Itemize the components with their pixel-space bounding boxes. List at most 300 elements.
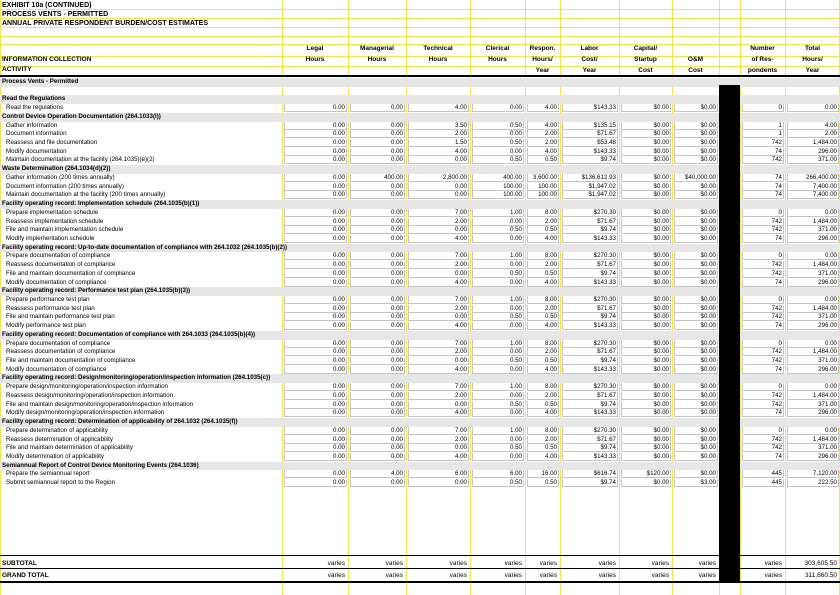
value-cell: 0.00 (332, 426, 345, 434)
value-cell: 0.50 (509, 226, 522, 234)
value-cell: $0.00 (700, 217, 716, 225)
value-cell: 0.00 (332, 357, 345, 365)
value-cell: 0.00 (390, 130, 403, 138)
value-cell: $71.67 (597, 261, 616, 269)
value-cell: $0.00 (700, 322, 716, 330)
section-header-row (0, 200, 840, 209)
activity-label: Document information (6, 130, 67, 138)
total-value: varies (598, 560, 616, 567)
activity-label: Modify implementation schedule (6, 234, 95, 242)
total-value: varies (504, 572, 522, 579)
value-cell: $270.30 (593, 383, 616, 391)
value-cell: 0.00 (824, 104, 837, 112)
column-header: Legal (306, 45, 324, 52)
value-cell: 4.00 (454, 452, 467, 460)
value-cell: $0.00 (653, 304, 669, 312)
value-cell: $143.33 (593, 147, 616, 155)
value-cell: 0 (778, 383, 782, 391)
table-row (0, 148, 840, 157)
value-cell: 0.00 (509, 452, 522, 460)
value-cell: 8.00 (544, 426, 557, 434)
value-cell: 0.00 (332, 261, 345, 269)
value-cell: $9.74 (600, 313, 616, 321)
value-cell: $0.00 (700, 313, 716, 321)
value-cell: 1,484.00 (812, 435, 837, 443)
value-cell: 4.00 (544, 104, 557, 112)
value-cell: 742 (771, 391, 782, 399)
table-row (0, 104, 840, 113)
column-header: Startup (634, 56, 657, 63)
value-cell: $0.00 (653, 409, 669, 417)
value-cell: 742 (771, 156, 782, 164)
table-row (0, 279, 840, 288)
value-cell: $0.00 (700, 365, 716, 373)
value-cell: $0.00 (700, 147, 716, 155)
value-cell: 0.50 (544, 269, 557, 277)
value-cell: 266,400.00 (806, 173, 837, 181)
column-header: Cost/ (581, 56, 598, 63)
total-value: varies (764, 572, 782, 579)
value-cell: 742 (771, 444, 782, 452)
value-cell: $0.00 (653, 139, 669, 147)
value-cell: $0.00 (700, 121, 716, 129)
value-cell: $0.00 (653, 313, 669, 321)
value-cell: $136,612.93 (581, 173, 616, 181)
value-cell: $0.00 (700, 444, 716, 452)
value-cell: $0.00 (653, 452, 669, 460)
value-cell: 0.50 (544, 226, 557, 234)
section-title: Facility operating record: Determination of applicability of 264.1032 (264.1035(f)) (2, 418, 238, 426)
value-cell: 1,484.00 (812, 217, 837, 225)
value-cell: 0.00 (454, 191, 467, 199)
activity-label: Reassess and file documentation (6, 139, 98, 147)
value-cell: $120.00 (646, 470, 669, 478)
value-cell: 1.00 (509, 426, 522, 434)
value-cell: 400.00 (384, 173, 403, 181)
value-cell: 0.50 (544, 313, 557, 321)
total-value: varies (385, 560, 403, 567)
value-cell: $0.00 (653, 278, 669, 286)
value-cell: 0.00 (390, 452, 403, 460)
section-title: Semiannual Report of Control Device Monitoring Events (264.1036) (2, 461, 199, 469)
value-cell: $143.33 (593, 234, 616, 242)
value-cell: $135.15 (593, 121, 616, 129)
table-row (0, 252, 840, 261)
value-cell: 0.00 (824, 383, 837, 391)
section-title: Facility operating record: Design/monitoring/operation/inspection information (264.1035(c)) (2, 374, 271, 382)
value-cell: 0.00 (390, 304, 403, 312)
value-cell: 0.00 (332, 322, 345, 330)
value-cell: 0.00 (509, 147, 522, 155)
value-cell: 296.00 (818, 278, 837, 286)
value-cell: 742 (771, 226, 782, 234)
value-cell: $0.00 (653, 130, 669, 138)
table-row (0, 357, 840, 366)
value-cell: 4.00 (454, 147, 467, 155)
value-cell: 2.00 (544, 130, 557, 138)
column-header: Clerical (485, 45, 510, 52)
value-cell: 0.00 (390, 182, 403, 190)
value-cell: 16.00 (541, 470, 557, 478)
value-cell: 742 (771, 348, 782, 356)
value-cell: 2.00 (454, 435, 467, 443)
value-cell: 0.00 (390, 191, 403, 199)
value-cell: $0.00 (653, 322, 669, 330)
value-cell: $0.00 (653, 252, 669, 260)
value-cell: 0.00 (824, 208, 837, 216)
value-cell: 2.00 (454, 261, 467, 269)
value-cell: 0.00 (509, 348, 522, 356)
total-value: varies (449, 560, 467, 567)
value-cell: 2.00 (454, 217, 467, 225)
value-cell: 0.00 (454, 400, 467, 408)
value-cell: 1.50 (454, 139, 467, 147)
value-cell: 0.00 (824, 426, 837, 434)
value-cell: $0.00 (653, 348, 669, 356)
activity-label: Reassess documentation of compliance (6, 348, 116, 356)
value-cell: 0.50 (509, 121, 522, 129)
table-row (0, 366, 840, 375)
column-header: Managerial (360, 45, 394, 52)
value-cell: 0.00 (390, 339, 403, 347)
value-cell: 7,120.00 (812, 470, 837, 478)
value-cell: 4.00 (544, 409, 557, 417)
value-cell: 296.00 (818, 234, 837, 242)
activity-label: Prepare design/monitoring/operation/inspection information (6, 383, 169, 391)
table-row (0, 191, 840, 200)
activity-label: Reassess design/monitoring/operation/inspection information (6, 391, 174, 399)
table-row (0, 444, 840, 453)
value-cell: 0.00 (390, 296, 403, 303)
value-cell: 371.00 (818, 156, 837, 164)
value-cell: 4.00 (544, 121, 557, 129)
value-cell: $0.00 (700, 139, 716, 147)
value-cell: $0.00 (653, 339, 669, 347)
value-cell: $0.00 (700, 391, 716, 399)
value-cell: 0.00 (509, 104, 522, 112)
total-value: 303,605.50 (804, 560, 837, 567)
value-cell: $0.00 (700, 435, 716, 443)
totals-rule (0, 555, 840, 556)
header-activity-label: ACTIVITY (2, 66, 32, 73)
value-cell: 0.00 (332, 269, 345, 277)
table-row (0, 340, 840, 349)
value-cell: 7,400.00 (812, 191, 837, 199)
value-cell: $0.00 (653, 444, 669, 452)
value-cell: 742 (771, 269, 782, 277)
value-cell: 0 (778, 296, 782, 303)
value-cell: 0.00 (390, 313, 403, 321)
value-cell: 7.00 (454, 252, 467, 260)
activity-label: Prepare documentation of compliance (6, 252, 111, 260)
value-cell: 0.50 (509, 269, 522, 277)
value-cell: 0.00 (332, 479, 345, 487)
value-cell: 0.00 (390, 156, 403, 164)
value-cell: $270.30 (593, 296, 616, 303)
grid-hline (0, 27, 840, 28)
value-cell: 0 (778, 426, 782, 434)
value-cell: $9.74 (600, 479, 616, 487)
value-cell: 296.00 (818, 322, 837, 330)
section-header-row (0, 165, 840, 174)
value-cell: $0.00 (653, 147, 669, 155)
value-cell: $143.33 (593, 322, 616, 330)
table-row (0, 209, 840, 218)
section-title: Facility operating record: Performance test plan (264.1035(b)(3)) (2, 287, 191, 295)
table-row (0, 226, 840, 235)
value-cell: $0.00 (700, 304, 716, 312)
value-cell: 0.00 (390, 121, 403, 129)
column-header: Total (804, 45, 821, 52)
column-header: Year (582, 67, 597, 74)
value-cell: $71.67 (597, 217, 616, 225)
value-cell: $0.00 (700, 226, 716, 234)
value-cell: 742 (771, 435, 782, 443)
value-cell: $0.00 (700, 252, 716, 260)
table-row (0, 122, 840, 131)
value-cell: 7,400.00 (812, 182, 837, 190)
value-cell: $1,947.02 (588, 191, 616, 199)
value-cell: 0.00 (509, 391, 522, 399)
activity-label: Reassess documentation of compliance (6, 261, 116, 269)
value-cell: $9.74 (600, 269, 616, 277)
exhibit-title-line: EXHIBIT 10a (CONTINUED) (2, 2, 92, 9)
activity-label: Read the regulations (6, 104, 64, 112)
section-header-row (0, 374, 840, 383)
value-cell: $0.00 (653, 226, 669, 234)
section-title: Control Device Operation Documentation (264.1033(l)) (2, 112, 161, 120)
value-cell: $143.33 (593, 365, 616, 373)
value-cell: 296.00 (818, 365, 837, 373)
value-cell: 0.00 (332, 147, 345, 155)
value-cell: 0.00 (509, 322, 522, 330)
value-cell: $9.74 (600, 156, 616, 164)
value-cell: 0.00 (332, 304, 345, 312)
value-cell: 0.00 (332, 130, 345, 138)
value-cell: 4.00 (454, 365, 467, 373)
value-cell: $0.00 (653, 261, 669, 269)
value-cell: 0.00 (390, 104, 403, 112)
value-cell: $0.00 (653, 357, 669, 365)
section-header-row (0, 78, 840, 87)
value-cell: $71.67 (597, 391, 616, 399)
value-cell: $0.00 (700, 452, 716, 460)
value-cell: $0.00 (653, 269, 669, 277)
value-cell: $0.00 (653, 435, 669, 443)
section-title: Facility operating record: Documentation of compliance with 264.1033 (264.1035(b)(4)) (2, 330, 256, 338)
value-cell: 0.00 (390, 479, 403, 487)
section-header-row (0, 95, 840, 104)
value-cell: 1.00 (509, 208, 522, 216)
value-cell: $143.33 (593, 409, 616, 417)
table-row (0, 348, 840, 357)
value-cell: $0.00 (700, 191, 716, 199)
value-cell: 2.00 (544, 217, 557, 225)
value-cell: $0.00 (653, 173, 669, 181)
value-cell: 2.00 (824, 130, 837, 138)
value-cell: 0.50 (509, 139, 522, 147)
value-cell: 74 (775, 278, 782, 286)
value-cell: $0.00 (700, 156, 716, 164)
value-cell: 7.00 (454, 208, 467, 216)
value-cell: 2.00 (454, 304, 467, 312)
table-row (0, 453, 840, 462)
value-cell: 0.00 (332, 365, 345, 373)
value-cell: 0.00 (390, 444, 403, 452)
value-cell: 742 (771, 139, 782, 147)
value-cell: 445 (771, 479, 782, 487)
total-value: varies (385, 572, 403, 579)
value-cell: 0.00 (824, 296, 837, 303)
value-cell: 296.00 (818, 452, 837, 460)
section-header-row (0, 462, 840, 471)
value-cell: 0.00 (390, 409, 403, 417)
value-cell: 2.00 (544, 261, 557, 269)
total-value: varies (539, 572, 557, 579)
value-cell: 74 (775, 173, 782, 181)
value-cell: 296.00 (818, 409, 837, 417)
value-cell: 0.00 (390, 383, 403, 391)
column-header: of Res- (751, 56, 774, 63)
table-row (0, 218, 840, 227)
value-cell: $71.67 (597, 304, 616, 312)
value-cell: 74 (775, 234, 782, 242)
value-cell: 4.00 (390, 470, 403, 478)
value-cell: 0.00 (332, 191, 345, 199)
value-cell: 8.00 (544, 208, 557, 216)
value-cell: 0.50 (509, 156, 522, 164)
value-cell: 371.00 (818, 357, 837, 365)
table-row (0, 174, 840, 183)
section-title: Process Vents - Permitted (2, 78, 79, 85)
value-cell: 0.00 (332, 121, 345, 129)
value-cell: 4.00 (544, 452, 557, 460)
totals-rule (0, 568, 840, 569)
value-cell: 0.00 (332, 452, 345, 460)
value-cell: 0.00 (332, 173, 345, 181)
value-cell: 4.00 (454, 322, 467, 330)
exhibit-title-line: PROCESS VENTS - PERMITTED (2, 11, 109, 18)
activity-label: File and maintain documentation of compliance (6, 357, 136, 365)
value-cell: 1.00 (509, 383, 522, 391)
activity-label: Document information (200 times annually) (6, 182, 124, 190)
value-cell: 3.50 (454, 121, 467, 129)
value-cell: 0.50 (509, 479, 522, 487)
value-cell: 4.00 (544, 365, 557, 373)
table-row (0, 322, 840, 331)
value-cell: 1,484.00 (812, 348, 837, 356)
value-cell: 8.00 (544, 296, 557, 303)
activity-label: Prepare the semiannual report (6, 470, 90, 478)
value-cell: 2.00 (454, 130, 467, 138)
value-cell: 0.00 (509, 365, 522, 373)
column-header: Hours/ (802, 56, 823, 63)
section-title: Read the Regulations (2, 95, 66, 103)
total-value: varies (651, 560, 669, 567)
total-value: varies (539, 560, 557, 567)
column-header: Hours (367, 56, 387, 63)
exhibit-title-line: ANNUAL PRIVATE RESPONDENT BURDEN/COST ESTIMATES (2, 20, 208, 27)
table-row (0, 479, 840, 488)
value-cell: $0.00 (700, 296, 716, 303)
value-cell: $0.00 (700, 269, 716, 277)
value-cell: 371.00 (818, 226, 837, 234)
value-cell: $0.00 (653, 400, 669, 408)
value-cell: 1.00 (509, 339, 522, 347)
value-cell: $9.74 (600, 444, 616, 452)
activity-label: Modify determination of applicability (6, 452, 105, 460)
value-cell: $0.00 (700, 234, 716, 242)
total-value: varies (651, 572, 669, 579)
value-cell: 0.00 (332, 156, 345, 164)
total-label: SUBTOTAL (2, 560, 37, 567)
value-cell: $0.00 (653, 296, 669, 303)
total-value: varies (327, 572, 345, 579)
table-row (0, 305, 840, 314)
value-cell: $0.00 (653, 391, 669, 399)
value-cell: $71.67 (597, 130, 616, 138)
value-cell: 74 (775, 182, 782, 190)
value-cell: 0.00 (390, 139, 403, 147)
table-row (0, 139, 840, 148)
value-cell: 0.00 (454, 182, 467, 190)
value-cell: 296.00 (818, 147, 837, 155)
column-header: Hours (428, 56, 448, 63)
column-header: Hours/ (532, 56, 553, 63)
activity-label: File and maintain design/monitoring/operation/inspection information (6, 400, 194, 408)
table-row (0, 401, 840, 410)
value-cell: $0.00 (653, 365, 669, 373)
value-cell: $0.00 (700, 182, 716, 190)
value-cell: 4.00 (454, 278, 467, 286)
value-cell: 0.00 (332, 234, 345, 242)
value-cell: 0.00 (509, 278, 522, 286)
value-cell: 0.00 (332, 252, 345, 260)
value-cell: 742 (771, 357, 782, 365)
value-cell: 0.00 (454, 444, 467, 452)
value-cell: 0.00 (390, 348, 403, 356)
value-cell: $0.00 (700, 409, 716, 417)
value-cell: 7.00 (454, 383, 467, 391)
value-cell: 0.00 (332, 400, 345, 408)
value-cell: 0.00 (454, 313, 467, 321)
value-cell: $270.30 (593, 208, 616, 216)
value-cell: 0.00 (390, 357, 403, 365)
value-cell: $9.74 (600, 357, 616, 365)
activity-label: Gather information (6, 121, 58, 129)
value-cell: $0.00 (700, 278, 716, 286)
value-cell: $0.00 (653, 121, 669, 129)
section-header-row (0, 331, 840, 340)
value-cell: 74 (775, 147, 782, 155)
value-cell: $0.00 (653, 234, 669, 242)
value-cell: $616.74 (593, 470, 616, 478)
value-cell: 0 (778, 252, 782, 260)
activity-label: Maintain documentation at the facility (200 times annually) (6, 191, 166, 199)
value-cell: $0.00 (653, 383, 669, 391)
value-cell: 100.00 (538, 191, 557, 199)
value-cell: 371.00 (818, 400, 837, 408)
section-title: Facility operating record: Up-to-date documentation of compliance with 264.1032 (264.1035(b)(2)) (2, 243, 288, 251)
value-cell: $0.00 (653, 208, 669, 216)
value-cell: $270.30 (593, 426, 616, 434)
total-value: varies (698, 572, 716, 579)
table-row (0, 470, 840, 479)
value-cell: 74 (775, 365, 782, 373)
activity-label: Gather information (200 times annually) (6, 173, 115, 181)
table-row (0, 156, 840, 165)
value-cell: 4.00 (544, 234, 557, 242)
